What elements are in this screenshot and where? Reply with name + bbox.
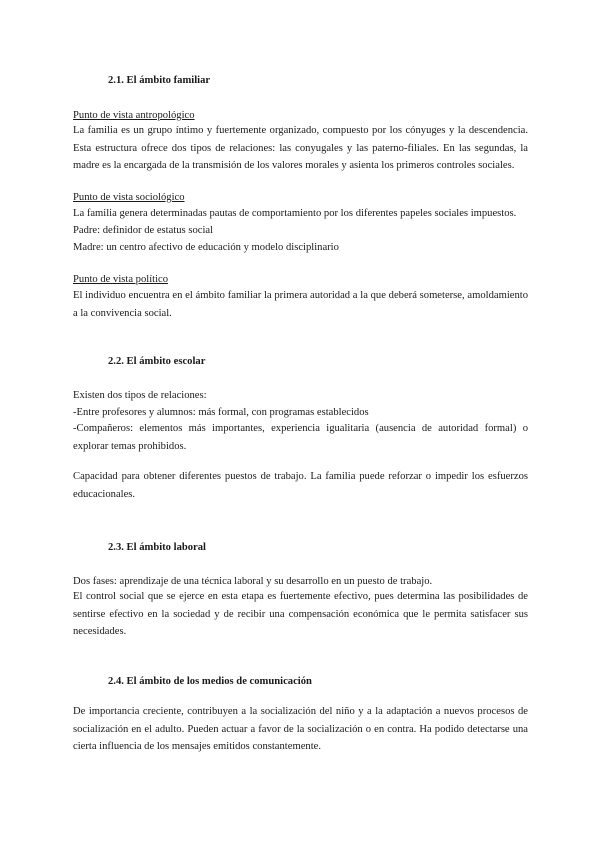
paragraph-laboral: El control social que se ejerce en esta etapa es fuertemente efectivo, pues determina las posibilidades de sentirse efectivo en la sociedad y de recibir una compensación económica que le permita satisfacer sus necesidades.: [73, 591, 528, 637]
section-heading-escolar: 2.2. El ámbito escolar: [108, 356, 206, 367]
line-sociologico-madre: Madre: un centro afectivo de educación y modelo disciplinario: [73, 242, 339, 253]
line-laboral-1: Dos fases: aprendizaje de una técnica laboral y su desarrollo en un puesto de trabajo.: [73, 576, 433, 587]
line-escolar-2: -Entre profesores y alumnos: más formal, con programas establecidos: [73, 407, 369, 418]
paragraph-escolar-capacidad: Capacidad para obtener diferentes puestos de trabajo. La familia puede reforzar o impedir los esfuerzos educacionales.: [73, 471, 528, 500]
subsection-title-antropologico: Punto de vista antropológico: [73, 110, 195, 121]
paragraph-antropologico: La familia es un grupo íntimo y fuertemente organizado, compuesto por los cónyuges y la descendencia. Esta estructura ofrece dos tipos de relaciones: las conyugales y las paterno-filiales. En las segundas, la madre es la encargada de la transmisión de los valores morales y asienta los primeros controles sociales.: [73, 125, 528, 171]
line-escolar-1: Existen dos tipos de relaciones:: [73, 390, 207, 401]
subsection-title-politico: Punto de vista político: [73, 274, 169, 285]
paragraph-medios: De importancia creciente, contribuyen a la socialización del niño y a la adaptación a nuevos procesos de socialización en el adulto. Pueden actuar a favor de la socialización o en contra. Ha podido detectarse una cierta influencia de los mensajes emitidos constantemente.: [73, 706, 528, 752]
subsection-title-sociologico: Punto de vista sociológico: [73, 192, 185, 203]
paragraph-escolar-companeros: -Compañeros: elementos más importantes, experiencia igualitaria (ausencia de autoridad formal) o explorar temas prohibidos.: [73, 423, 528, 452]
paragraph-politico: El individuo encuentra en el ámbito familiar la primera autoridad a la que deberá someterse, amoldamiento a la convivencia social.: [73, 290, 528, 319]
line-sociologico-padre: Padre: definidor de estatus social: [73, 225, 214, 236]
section-heading-familiar: 2.1. El ámbito familiar: [108, 75, 211, 86]
section-heading-medios: 2.4. El ámbito de los medios de comunicación: [108, 676, 312, 687]
line-sociologico-1: La familia genera determinadas pautas de comportamiento por los diferentes papeles sociales impuestos.: [73, 208, 517, 219]
section-heading-laboral: 2.3. El ámbito laboral: [108, 542, 206, 553]
